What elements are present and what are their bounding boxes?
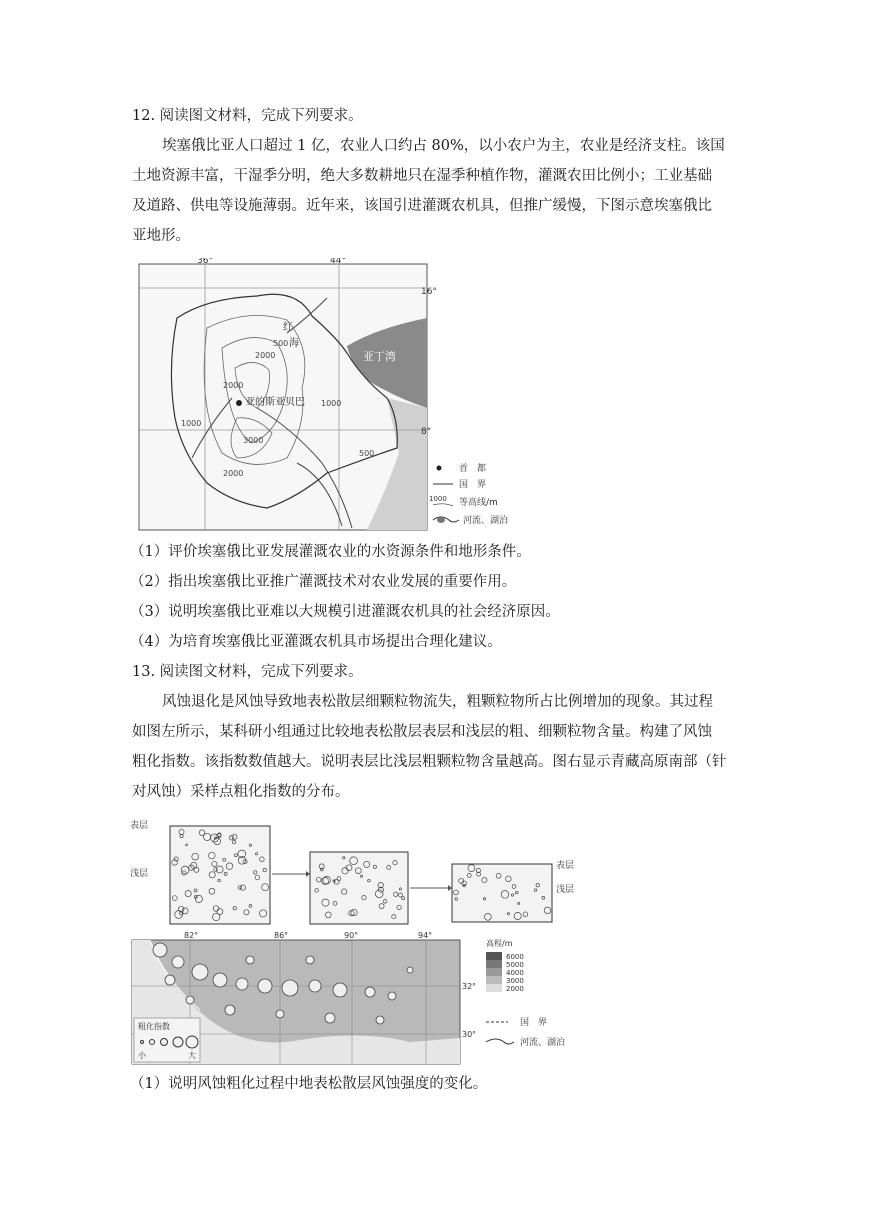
contour-label: 2000 (255, 351, 276, 360)
tibet-legend-border: 国 界 (520, 1018, 548, 1028)
tibet-coarsening-map (130, 930, 600, 1066)
legend-border: 国 界 (459, 480, 487, 490)
q12-paragraph-line: 土地资源丰富，干湿季分明，绝大多数耕地只在湿季种植作物，灌溉农田比例小；工业基础 (132, 168, 712, 184)
index-legend-title: 粗化指数 (138, 1022, 170, 1031)
sample-point-circle (192, 964, 208, 980)
index-small-label: 小 (138, 1051, 146, 1060)
map-lat-label: 8° (421, 427, 432, 437)
tibet-lon-label: 86° (274, 931, 289, 940)
sample-point-circle (365, 987, 375, 997)
sample-point-circle (186, 996, 194, 1004)
q13-heading: 13. 阅读图文材料，完成下列要求。 (132, 664, 363, 680)
surface-layer-label: 表层 (130, 821, 149, 831)
sea-label: 海 (289, 338, 299, 349)
elevation-legend-title: 高程/m (486, 939, 513, 948)
contour-label: 500 (359, 449, 375, 458)
sample-point-circle (153, 943, 167, 957)
sample-point-circle (246, 956, 254, 964)
q12-paragraph-line: 及道路、供电等设施薄弱。近年来，该国引进灌溉农机具，但推广缓慢，下图示意埃塞俄比 (132, 198, 712, 214)
sample-point-circle (165, 975, 175, 985)
shallow-layer-label-right: 浅层 (556, 885, 575, 895)
capital-label: 亚的斯亚贝巴 (245, 397, 305, 408)
q12-subquestion-3: （3）说明埃塞俄比亚难以大规模引进灌溉农机具的社会经济原因。 (130, 604, 560, 620)
shallow-layer-label: 浅层 (130, 869, 149, 879)
elevation-value: 3000 (506, 977, 524, 985)
gulf-label: 亚丁湾 (363, 350, 396, 363)
sample-point-circle (213, 973, 227, 987)
tibet-lon-label: 90° (344, 931, 359, 940)
tibet-lat-label: 32° (462, 982, 477, 991)
legend-contour: 等高线/m (459, 498, 498, 508)
sample-point-circle (333, 983, 347, 997)
q12-subquestion-2: （2）指出埃塞俄比亚推广灌溉技术对农业发展的重要作用。 (130, 574, 517, 590)
q13-paragraph-line: 对风蚀）采样点粗化指数的分布。 (132, 784, 350, 800)
sample-point-circle (258, 979, 272, 993)
map-lon-label: 44° (330, 258, 346, 266)
sample-point-circle (236, 978, 248, 990)
sample-point-circle (282, 980, 298, 996)
sample-point-circle (225, 1005, 235, 1015)
tibet-lon-label: 82° (184, 931, 199, 940)
contour-label: 2000 (223, 381, 244, 390)
contour-label: 1000 (321, 399, 342, 408)
ethiopia-terrain-map (137, 258, 555, 532)
q12-paragraph-line: 埃塞俄比亚人口超过 1 亿，农业人口约占 80%，以小农户为主，农业是经济支柱。该国 (162, 138, 725, 154)
sample-point-circle (306, 956, 314, 964)
sample-point-circle (309, 980, 321, 992)
elevation-value: 4000 (506, 969, 524, 977)
sample-point-circle (325, 1013, 335, 1023)
elevation-value: 2000 (506, 985, 524, 993)
q12-subquestion-4: （4）为培育埃塞俄比亚灌溉农机具市场提出合理化建议。 (130, 634, 502, 650)
elevation-value: 6000 (506, 953, 524, 961)
wind-erosion-process-diagram (130, 814, 600, 930)
sample-point-circle (276, 1010, 284, 1018)
contour-label: 1000 (181, 419, 202, 428)
q13-paragraph-line: 如图左所示，某科研小组通过比较地表松散层表层和浅层的粗、细颗粒物含量。构建了风蚀 (132, 724, 712, 740)
legend-contour-value: 1000 (429, 495, 447, 503)
q13-subquestion-1: （1）说明风蚀粗化过程中地表松散层风蚀强度的变化。 (130, 1076, 488, 1092)
tibet-lon-label: 94° (418, 931, 433, 940)
contour-label: 3000 (243, 436, 264, 445)
tibet-legend-river: 河流、湖泊 (520, 1038, 566, 1048)
map-lon-label: 36° (197, 258, 213, 266)
elevation-value: 5000 (506, 961, 524, 969)
q12-heading: 12. 阅读图文材料，完成下列要求。 (132, 108, 363, 124)
sample-point-circle (172, 956, 184, 968)
legend-capital: 首 都 (459, 464, 487, 474)
surface-layer-label-right: 表层 (556, 861, 575, 871)
contour-label: 2000 (223, 469, 244, 478)
sample-point-circle (407, 967, 413, 973)
index-large-label: 大 (188, 1051, 196, 1060)
q12-subquestion-1: （1）评价埃塞俄比亚发展灌溉农业的水资源条件和地形条件。 (130, 544, 531, 560)
legend-river: 河流、湖泊 (463, 516, 509, 526)
map-legend (429, 462, 508, 526)
contour-label: 500 (273, 339, 289, 348)
q12-paragraph-line: 亚地形。 (132, 228, 190, 244)
map-lat-label: 16° (421, 287, 437, 297)
q13-paragraph-line: 粗化指数。该指数数值越大。说明表层比浅层粗颗粒物含量越高。图右显示青藏高原南部（针 (132, 754, 727, 770)
q13-paragraph-line: 风蚀退化是风蚀导致地表松散层细颗粒物流失，粗颗粒物所占比例增加的现象。其过程 (162, 694, 713, 710)
tibet-lat-label: 30° (462, 1030, 477, 1039)
sample-point-circle (376, 1016, 384, 1024)
sample-point-circle (388, 992, 396, 1000)
sea-label: 红 (283, 322, 293, 333)
